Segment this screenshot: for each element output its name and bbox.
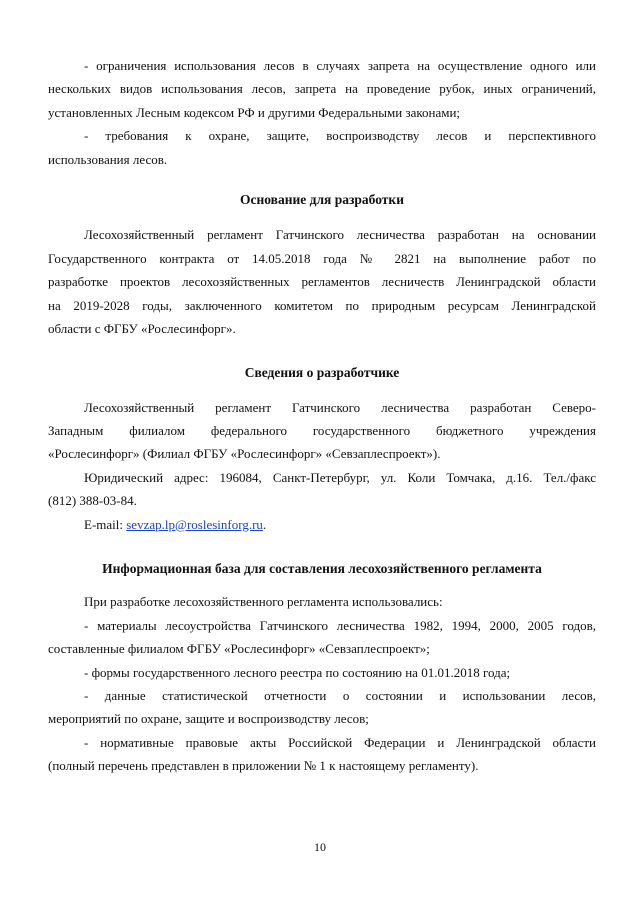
text-line: Государственного контракта от 14.05.2018 года № 2821 на выполнение работ по bbox=[48, 250, 596, 266]
text-line: составленные филиалом ФГБУ «Рослесинфорг» «Севзаплеспроект»; bbox=[48, 641, 430, 657]
section-heading-developer: Сведения о разработчике bbox=[244, 365, 400, 381]
text-line: Лесохозяйственный регламент Гатчинского лесничества разработан на основании bbox=[84, 227, 596, 243]
email-line bbox=[48, 513, 596, 536]
basis-paragraph bbox=[48, 223, 596, 340]
text-line: Лесохозяйственный регламент Гатчинского лесничества разработан Северо- bbox=[84, 399, 596, 415]
text-line: При разработке лесохозяйственного регламента использовались: bbox=[84, 594, 443, 610]
page-number: 10 bbox=[314, 840, 326, 854]
infobase-paragraph bbox=[48, 590, 596, 777]
text-line: нескольких видов использования лесов, запрета на проведение рубок, иных ограничений, bbox=[48, 81, 596, 97]
text-line: «Рослесинфорг» (Филиал ФГБУ «Рослесинфорг» «Севзаплеспроект»). bbox=[48, 446, 441, 462]
text-line: Западным филиалом федерального государственного бюджетного учреждения bbox=[48, 423, 596, 439]
text-line: (полный перечень представлен в приложении № 1 к настоящему регламенту). bbox=[48, 758, 479, 774]
developer-paragraph bbox=[48, 396, 596, 536]
section-heading-infobase: Информационная база для составления лесохозяйственного регламента bbox=[102, 561, 542, 577]
email-link[interactable]: sevzap.lp@roslesinforg.ru bbox=[126, 516, 263, 532]
email-suffix: . bbox=[262, 516, 267, 532]
text-line: на 2019-2028 годы, заключенного комитетом по природным ресурсам Ленинградской bbox=[48, 297, 596, 313]
text-line: использования лесов. bbox=[48, 151, 168, 167]
text-line: - ограничения использования лесов в случаях запрета на осуществление одного или bbox=[84, 58, 596, 73]
text-line: - материалы лесоустройства Гатчинского лесничества 1982, 1994, 2000, 2005 годов, bbox=[84, 617, 596, 633]
text-line: установленных Лесным кодексом РФ и другими Федеральными законами; bbox=[48, 104, 461, 120]
text-line: области с ФГБУ «Рослесинфорг». bbox=[48, 320, 236, 336]
text-line: мероприятий по охране, защите и воспроизводству лесов; bbox=[48, 711, 369, 727]
text-line: Юридический адрес: 196084, Санкт-Петербург, ул. Коли Томчака, д.16. Тел./факс bbox=[84, 469, 596, 485]
text-line: - формы государственного лесного реестра по состоянию на 01.01.2018 года; bbox=[84, 664, 511, 680]
text-line: (812) 388-03-84. bbox=[48, 493, 137, 509]
text-line: - нормативные правовые акты Российской Федерации и Ленинградской области bbox=[84, 734, 596, 750]
email-label: E-mail: bbox=[84, 516, 127, 532]
intro-paragraph bbox=[48, 54, 596, 171]
text-line: - требования к охране, защите, воспроизводству лесов и перспективного bbox=[84, 128, 596, 144]
section-heading-basis: Основание для разработки bbox=[239, 191, 404, 207]
document-page bbox=[48, 54, 596, 778]
text-line: - данные статистической отчетности о состоянии и использовании лесов, bbox=[84, 687, 596, 703]
text-line: разработке проектов лесохозяйственных регламентов лесничеств Ленинградской области bbox=[48, 274, 596, 290]
